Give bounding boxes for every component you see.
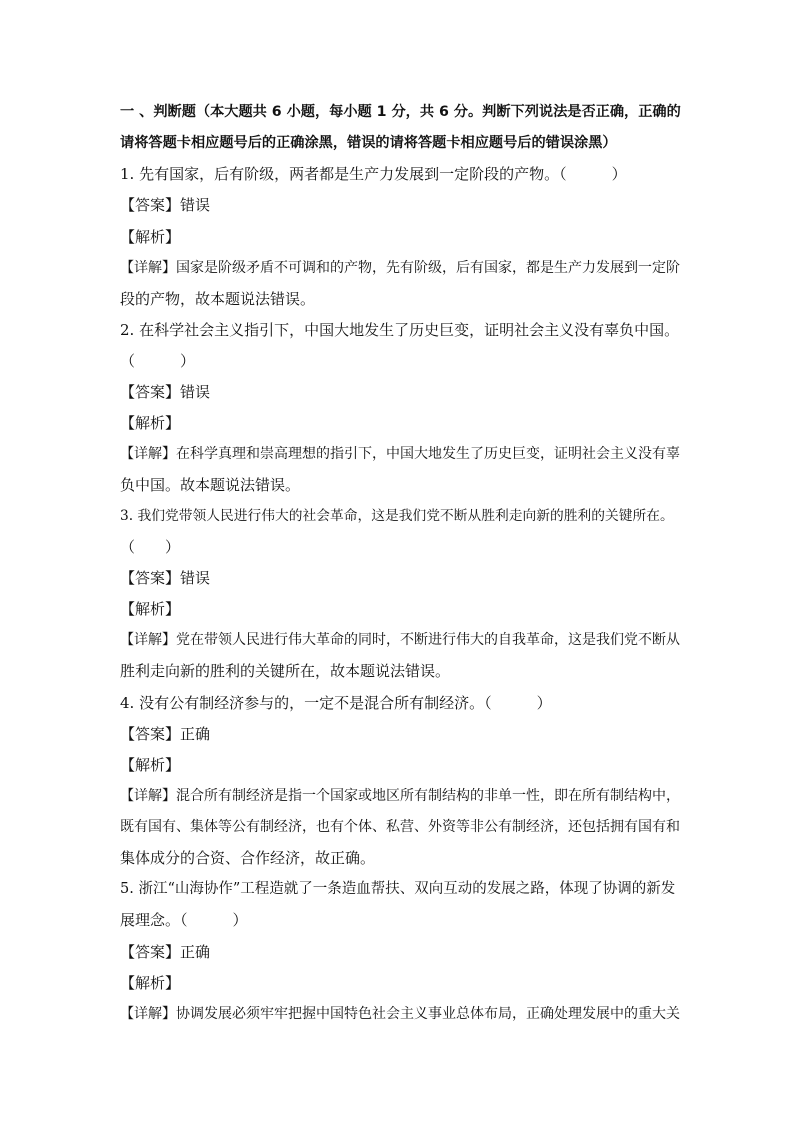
question-2-detail-line-2: 负中国。故本题说法错误。: [120, 476, 301, 494]
question-3-stem-line-2: （ ）: [120, 538, 181, 556]
question-5-detail-line-1: 【详解】协调发展必须牢牢把握中国特色社会主义事业总体布局，正确处理发展中的重大关: [120, 1006, 680, 1022]
question-3-analysis: 【解析】: [120, 600, 181, 618]
question-4-stem: 4. 没有公有制经济参与的，一定不是混合所有制经济。（ ）: [120, 694, 552, 712]
question-3-detail-line-1: 【详解】党在带领人民进行伟大革命的同时，不断进行伟大的自我革命，这是我们党不断从: [120, 632, 680, 648]
question-3-answer: 【答案】错误: [120, 569, 211, 587]
question-1-answer: 【答案】错误: [120, 196, 211, 214]
question-5-analysis: 【解析】: [120, 974, 181, 992]
section-title-line-1: 一 、判断题（本大题共 6 小题，每小题 1 分，共 6 分。判断下列说法是否正确，正确的: [120, 104, 681, 120]
question-4-detail-line-1: 【详解】混合所有制经济是指一个国家或地区所有制结构的非单一性，即在所有制结构中，: [120, 788, 680, 804]
question-4-detail-line-2: 既有国有、集体等公有制经济，也有个体、私营、外资等非公有制经济，还包括拥有国有和: [120, 819, 680, 835]
question-4-analysis: 【解析】: [120, 756, 181, 774]
question-1-detail-line-2: 段的产物，故本题说法错误。: [120, 290, 316, 308]
question-4-answer: 【答案】正确: [120, 725, 211, 743]
question-3-detail-line-2: 胜利走向新的胜利的关键所在，故本题说法错误。: [120, 662, 451, 680]
question-5-stem-line-1: 5. 浙江“山海协作”工程造就了一条造血帮扶、双向互动的发展之路，体现了协调的新发: [120, 881, 676, 897]
question-2-answer: 【答案】错误: [120, 383, 211, 401]
question-4-detail-line-3: 集体成分的合资、合作经济，故正确。: [120, 849, 376, 867]
question-1-analysis: 【解析】: [120, 228, 181, 246]
question-3-stem-line-1: 3. 我们党带领人民进行伟大的社会革命，这是我们党不断从胜利走向新的胜利的关键所在。: [120, 508, 674, 524]
question-1-stem: 1. 先有国家，后有阶级，两者都是生产力发展到一定阶段的产物。（ ）: [120, 165, 627, 183]
question-5-stem-line-2: 展理念。（ ）: [120, 911, 248, 929]
question-2-detail-line-1: 【详解】在科学真理和崇高理想的指引下，中国大地发生了历史巨变，证明社会主义没有辜: [120, 446, 680, 462]
section-title-line-2: 请将答题卡相应题号后的正确涂黑，错误的请将答题卡相应题号后的错误涂黑）: [120, 135, 617, 151]
question-1-detail-line-1: 【详解】国家是阶级矛盾不可调和的产物，先有阶级，后有国家，都是生产力发展到一定阶: [120, 260, 680, 276]
question-2-stem-line-1: 2. 在科学社会主义指引下，中国大地发生了历史巨变，证明社会主义没有辜负中国。: [120, 321, 680, 339]
question-5-answer: 【答案】正确: [120, 943, 211, 961]
question-2-analysis: 【解析】: [120, 414, 181, 432]
question-2-stem-line-2: （ ）: [120, 352, 196, 370]
